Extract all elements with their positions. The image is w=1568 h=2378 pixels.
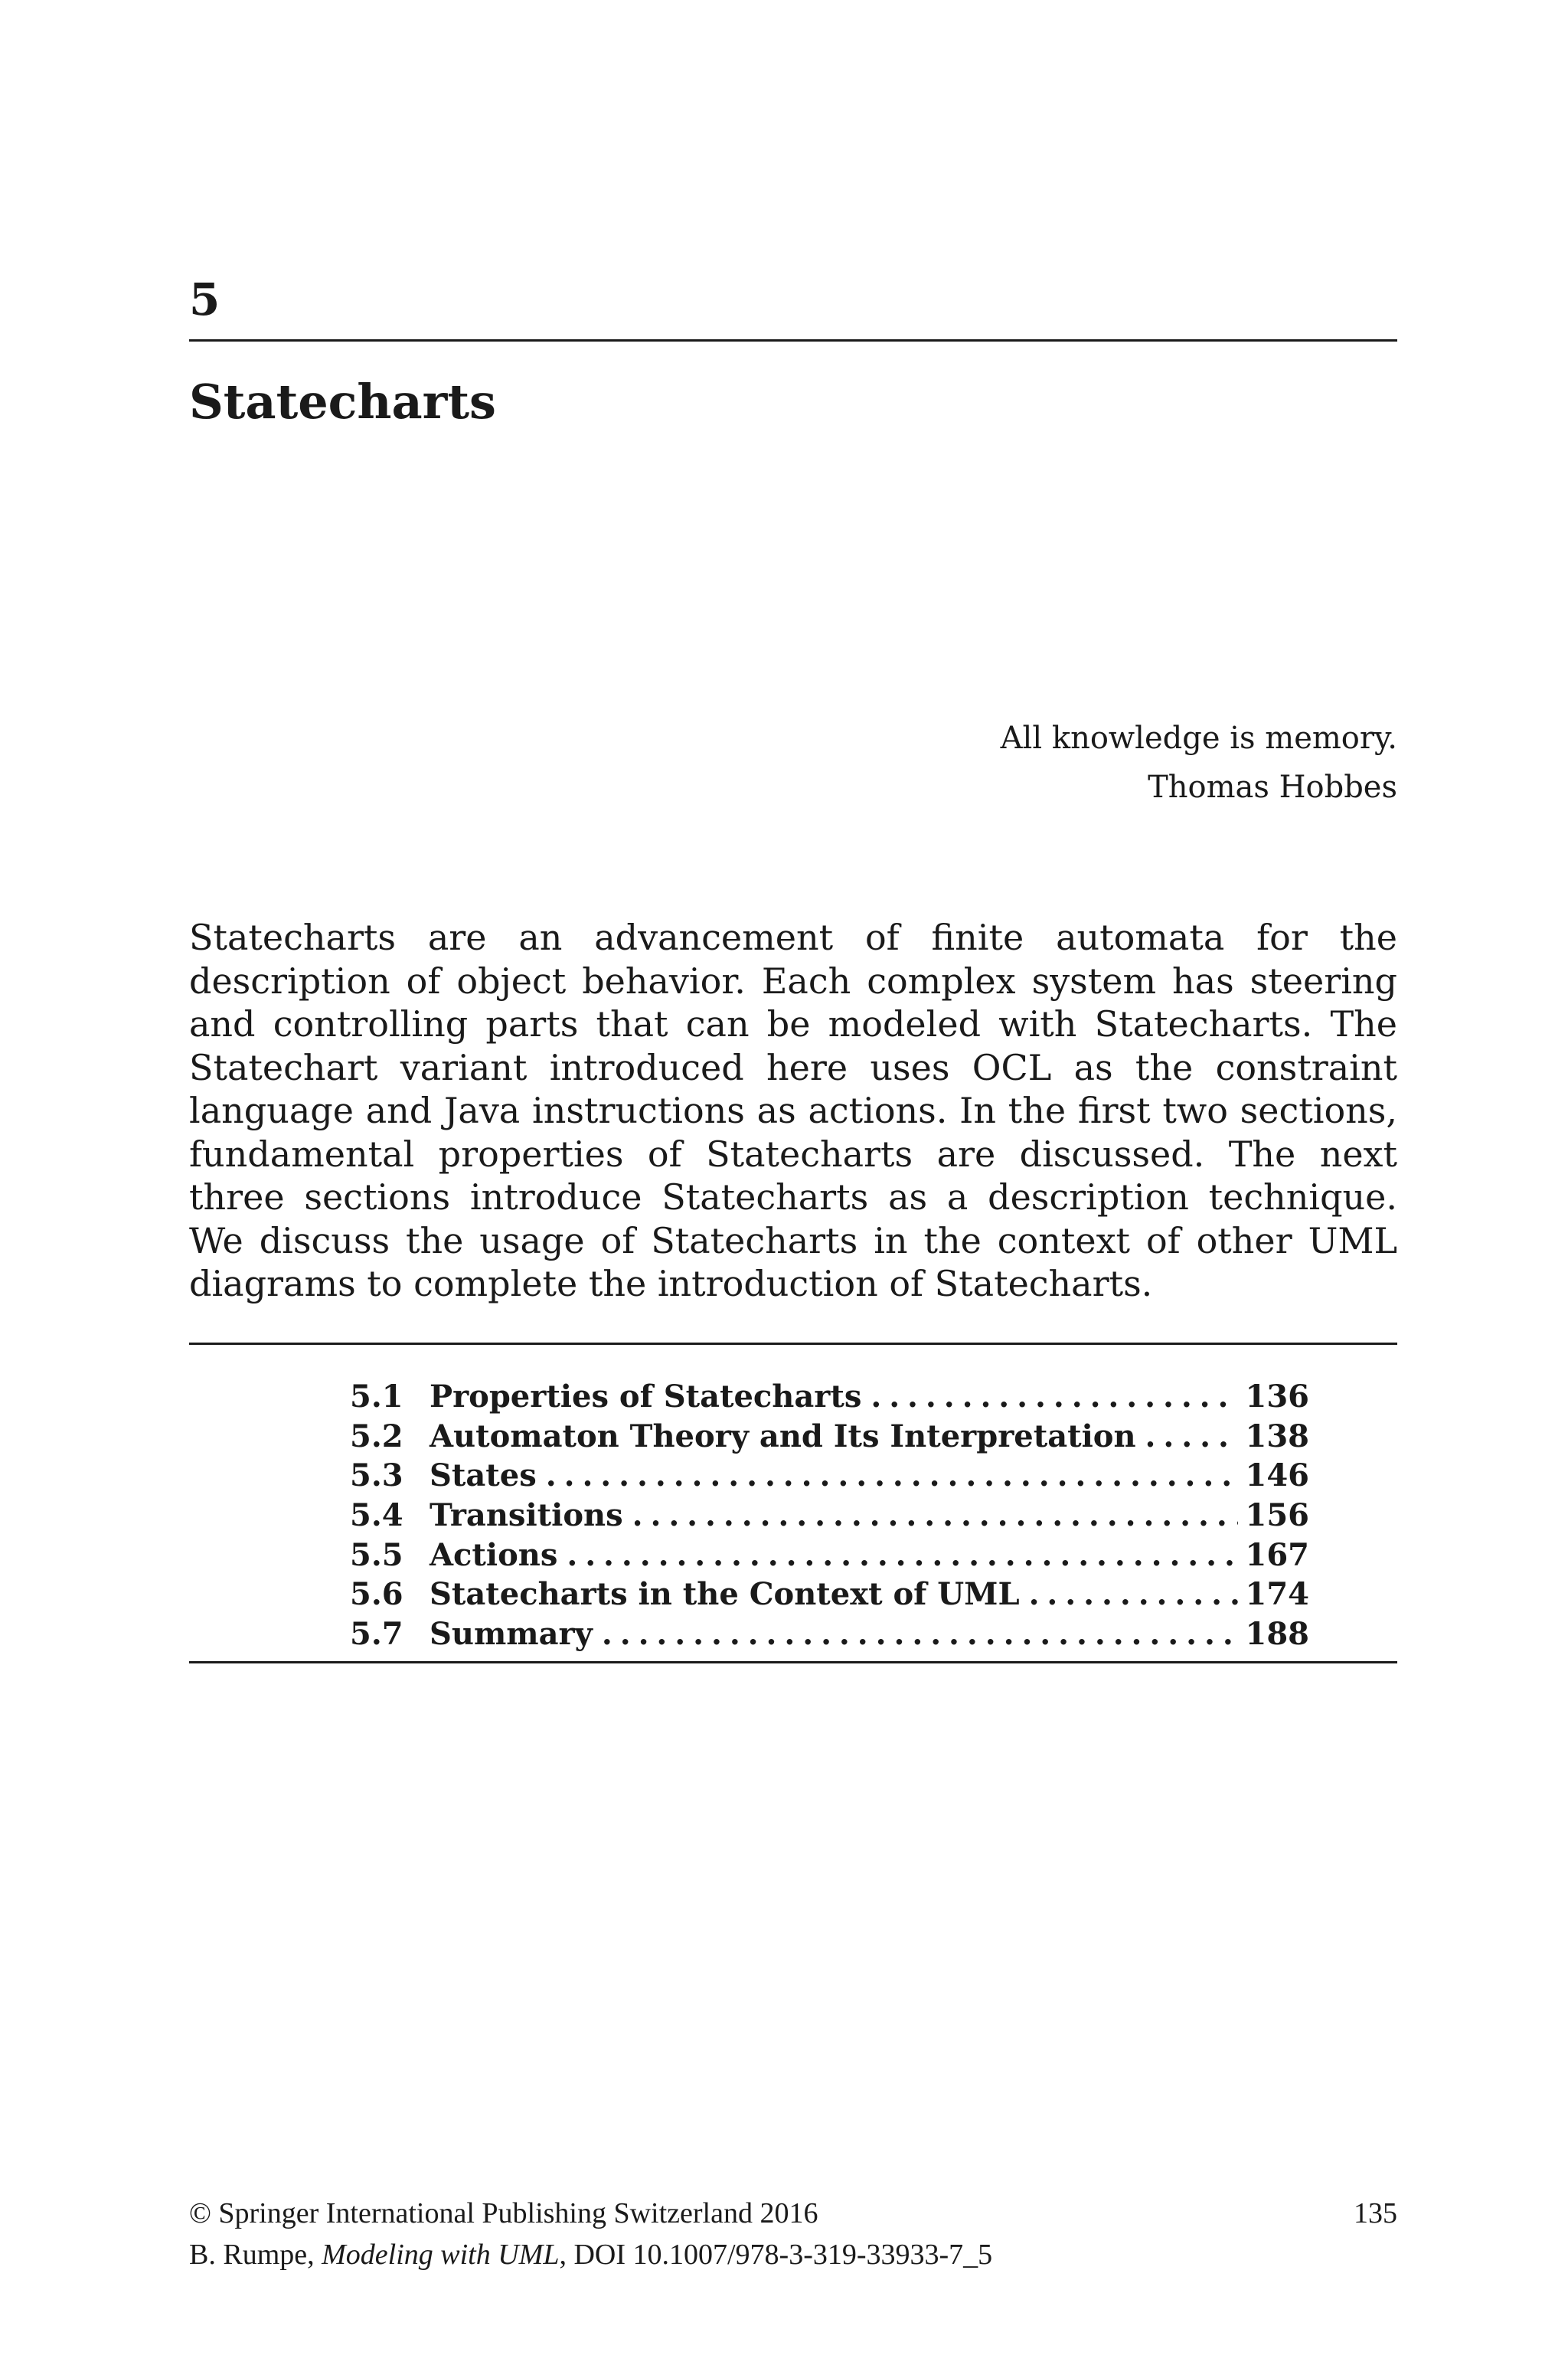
toc-leader-dots	[546, 1456, 1238, 1496]
toc-entry-page: 136	[1245, 1379, 1309, 1415]
toc-leader-dots	[632, 1496, 1238, 1536]
toc-leader-dots	[567, 1536, 1237, 1575]
toc-entry[interactable]	[350, 1417, 1309, 1457]
toc-entry-page: 138	[1245, 1418, 1309, 1454]
toc-entry-page: 156	[1245, 1497, 1309, 1534]
toc-leader-dots	[1145, 1417, 1238, 1457]
toc-entry[interactable]	[350, 1377, 1309, 1417]
epigraph-author: Thomas Hobbes	[1148, 770, 1397, 805]
toc-entry-title: Statecharts in the Context of UML	[430, 1576, 1020, 1613]
epigraph-quote: All knowledge is memory.	[1000, 721, 1397, 756]
toc-entry-title: Transitions	[430, 1497, 623, 1534]
toc-entry-number: 5.5	[350, 1536, 403, 1573]
chapter-rule	[189, 339, 1397, 342]
toc-entry-title: Summary	[430, 1616, 593, 1653]
toc-entry-number: 5.7	[350, 1616, 403, 1653]
toc-entry-page: 188	[1245, 1616, 1309, 1653]
citation-book-title: Modeling with UML	[322, 2239, 560, 2271]
toc-entry-page: 174	[1245, 1576, 1309, 1613]
toc-entry-number: 5.4	[350, 1497, 403, 1534]
citation-author: B. Rumpe,	[189, 2239, 322, 2271]
citation-doi: , DOI 10.1007/978-3-319-33933-7_5	[559, 2239, 993, 2271]
toc-entry-title: States	[430, 1457, 537, 1494]
toc-leader-dots	[1029, 1575, 1238, 1614]
toc-bottom-rule	[189, 1661, 1397, 1663]
chapter-abstract	[189, 916, 1397, 1306]
toc-leader-dots	[871, 1377, 1237, 1417]
toc-entry[interactable]	[350, 1575, 1309, 1614]
toc-entry-title: Actions	[430, 1536, 558, 1573]
toc-leader-dots	[602, 1614, 1238, 1654]
toc-top-rule	[189, 1343, 1397, 1345]
toc-entry-title: Properties of Statecharts	[430, 1379, 862, 1415]
page-number: 135	[1354, 2197, 1397, 2229]
toc-entry-page: 167	[1245, 1536, 1309, 1573]
chapter-title: Statecharts	[189, 374, 496, 430]
epigraph	[1001, 714, 1397, 812]
citation	[189, 2238, 992, 2273]
toc-entry-number: 5.2	[350, 1418, 403, 1454]
chapter-contents	[350, 1377, 1309, 1654]
toc-entry-number: 5.1	[350, 1379, 403, 1415]
toc-entry[interactable]	[350, 1496, 1309, 1536]
toc-entry-number: 5.6	[350, 1576, 403, 1613]
toc-entry[interactable]	[350, 1614, 1309, 1654]
toc-entry[interactable]	[350, 1536, 1309, 1575]
chapter-number: 5	[189, 273, 220, 325]
toc-entry-page: 146	[1245, 1457, 1309, 1494]
abstract-text: Statecharts are an advancement of finite automata for the description of object behavior. Each complex system has steering and controlling parts that can be modeled with Statecharts. The Statechart variant introduced here uses OCL as the constraint language and Java instructions as actions. In the first two sections, fundamental properties of Statecharts are discussed. The next three sections introduce Statecharts as a description technique. We discuss the usage of Statecharts in the context of other UML diagrams to complete the introduction of Statecharts.	[189, 917, 1397, 1304]
toc-entry-title: Automaton Theory and Its Interpretation	[430, 1418, 1136, 1454]
toc-entry-number: 5.3	[350, 1457, 403, 1494]
copyright-notice: © Springer International Publishing Switzerland 2016	[189, 2197, 818, 2229]
toc-entry[interactable]	[350, 1456, 1309, 1496]
